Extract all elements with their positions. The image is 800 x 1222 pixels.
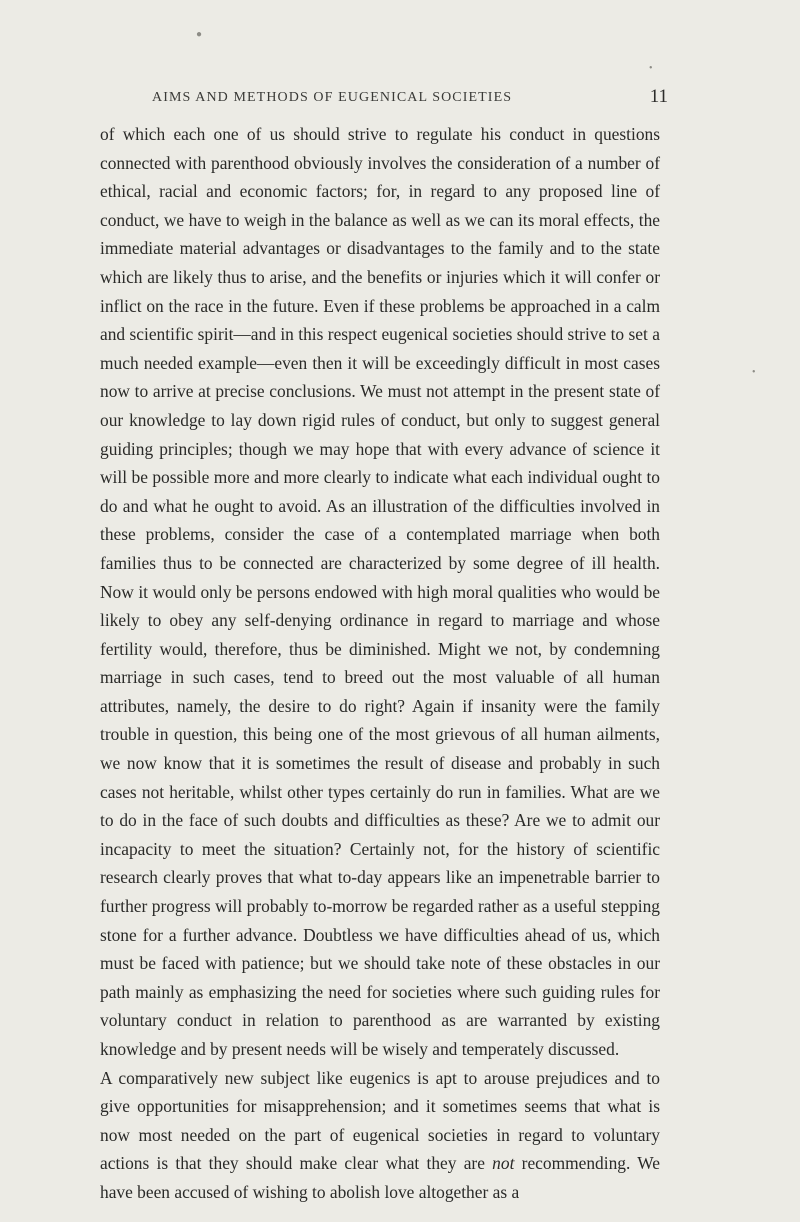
- running-title: AIMS AND METHODS OF EUGENICAL SOCIETIES: [152, 90, 513, 105]
- paragraph-2-start: A comparatively new subject like eugenics is apt to arouse prejudices and to give opportunities for misapprehension; and it sometimes seems that what is now most needed on the part of eugenical societies in regard to voluntary actions is that they should make clear what they are: [100, 1067, 660, 1174]
- running-head: [100, 86, 668, 112]
- print-speck: •: [649, 63, 653, 74]
- page-number: 11: [649, 86, 668, 107]
- paragraph-2: [100, 1064, 660, 1207]
- paragraph-2-end: recommending. We have been accused of wishing to abolish love altogether as a: [100, 1153, 660, 1202]
- paragraph-1: of which each one of us should strive to regulate his conduct in questions connected with parenthood obviously involves the consideration of a number of ethical, racial and economic factors; for, in regard to any proposed line of conduct, we have to weigh in the balance as well as we can its moral effects, the immediate material advantages or disadvantages to the family and to the state which are likely thus to arise, and the benefits or injuries which it will confer or inflict on the race in the future. Even if these problems be approached in a calm and scientific spirit—and in this respect eugenical societies should strive to set a much needed example—even then it will be exceedingly difficult in most cases now to arrive at precise conclusions. We must not attempt in the present state of our knowledge to lay down rigid rules of conduct, but only to suggest general guiding principles; though we may hope that with every advance of science it will be possible more and more clearly to indicate what each individual ought to do and what he ought to avoid. As an illustration of the difficulties involved in these problems, consider the case of a contemplated marriage when both families thus to be connected are characterized by some degree of ill health. Now it would only be persons endowed with high moral qualities who would be likely to obey any self-denying ordinance in regard to marriage and whose fertility would, therefore, thus be diminished. Might we not, by condemning marriage in such cases, tend to breed out the most valuable of all human attributes, namely, the desire to do right? Again if insanity were the family trouble in question, this being one of the most grievous of all human ailments, we now know that it is sometimes the result of disease and probably in such cases not heritable, whilst other types certainly do run in families. What are we to do in the face of such doubts and difficulties as these? Are we to admit our incapacity to meet the situation? Certainly not, for the history of scientific research clearly proves that what to-day appears like an impenetrable barrier to further progress will probably to-morrow be regarded rather as a useful stepping stone for a further advance. Doubtless we have difficulties ahead of us, which must be faced with patience; but we should take note of these obstacles in our path mainly as emphasizing the need for societies where such guiding rules for voluntary conduct in relation to parenthood as are warranted by existing knowledge and by present needs will be wisely and temperately discussed.: [100, 124, 660, 1059]
- print-speck: ●: [196, 29, 203, 40]
- emphasized-word: not: [492, 1153, 515, 1174]
- print-speck: •: [752, 367, 756, 378]
- body-text: [100, 120, 660, 1207]
